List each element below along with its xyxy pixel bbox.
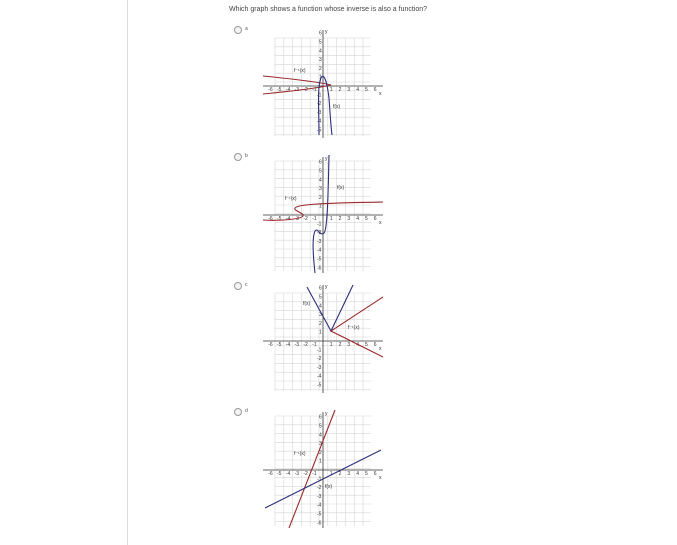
graph-c-y-tick-label: 3: [319, 312, 322, 319]
graph-b-x-tick-label: -1: [312, 216, 317, 222]
graph-c-y-tick-label: -4: [317, 373, 322, 380]
graph-d-x-tick-label: -5: [277, 471, 282, 477]
graph-a-x-tick-label: 4: [356, 87, 359, 93]
graph-a-y-tick-label: -1: [317, 92, 322, 99]
graph-b-y-tick-label: -3: [317, 238, 322, 245]
graph-b-x-tick-label: -5: [277, 216, 282, 222]
radio-d[interactable]: [234, 408, 242, 416]
graph-b-y-tick-label: 4: [319, 177, 322, 184]
graph-d-x-tick-label: -2: [303, 471, 308, 477]
graph-d-y-tick-label: -1: [317, 476, 322, 483]
graph-b-x-tick-label: 6: [373, 216, 377, 222]
graph-c-y-tick-label: -1: [317, 347, 322, 354]
graph-b-x-tick-label: -2: [303, 216, 308, 222]
graph-a-x-tick-label: 3: [347, 87, 351, 93]
graph-b-axes: [263, 157, 383, 273]
question-text: Which graph shows a function whose inverse is also a function?: [229, 6, 428, 13]
option-c-label: c: [245, 282, 248, 288]
graph-a-y-tick-label: 3: [319, 57, 322, 64]
graph-b-y-tick-label: -5: [317, 256, 322, 263]
graph-a-y-tick-label: 6: [319, 30, 322, 37]
graph-b-x-tick-label: 5: [365, 216, 368, 222]
graph-a-y-axis-label: y: [325, 29, 328, 35]
graph-a-x-tick-label: -4: [285, 87, 291, 93]
graph-b-x-tick-label: -4: [285, 216, 291, 222]
graph-c-y-tick-label: -3: [317, 364, 322, 371]
graph-a-f-label: f(x): [333, 104, 341, 110]
graph-a-x-tick-label: 5: [365, 87, 368, 93]
graph-a-finv-label: f⁻¹(x): [294, 68, 306, 74]
graph-b-y-tick-label: -4: [317, 247, 322, 254]
graph-c-x-tick-label: 5: [365, 342, 368, 348]
graph-d-x-tick-label: -3: [294, 471, 300, 477]
radio-b[interactable]: [234, 153, 242, 161]
graph-d-y-tick-label: -6: [317, 520, 322, 527]
graph-c-y-tick-label: 4: [319, 303, 322, 310]
graph-c-x-tick-label: -2: [303, 342, 308, 348]
graph-c-y-axis-label: y: [325, 284, 328, 290]
graph-d-y-axis-label: y: [325, 411, 328, 417]
graph-c-x-tick-label: 4: [356, 342, 359, 348]
option-b-label: b: [245, 153, 248, 159]
graph-a-y-tick-label: -5: [317, 127, 322, 134]
graph-d-x-tick-label: 4: [356, 471, 359, 477]
graph-a-y-tick-label: -2: [317, 101, 322, 108]
graph-b-finv-label: f⁻¹(x): [285, 196, 297, 202]
graph-b-x-tick-label: 4: [356, 216, 359, 222]
graph-b-y-tick-label: 5: [319, 168, 322, 175]
graph-b: [263, 155, 383, 273]
graph-b-y-tick-label: 2: [319, 194, 322, 201]
graph-a-x-tick-label: -6: [268, 87, 273, 93]
graph-d-f-label: f(x): [325, 484, 333, 490]
option-a-label: a: [245, 26, 248, 32]
option-d-label: d: [245, 408, 248, 414]
graph-a-x-tick-label: -5: [277, 87, 282, 93]
graph-b-x-tick-label: -6: [268, 216, 273, 222]
graph-d-x-tick-label: 1: [329, 471, 333, 477]
left-panel: [0, 0, 128, 545]
graph-a-x-axis-label: x: [379, 91, 382, 97]
graph-c-x-tick-label: 2: [338, 342, 342, 348]
graph-c-x-tick-label: -1: [312, 342, 317, 348]
graph-b-f-label: f(x): [337, 185, 345, 191]
graph-d-finv-label: f⁻¹(x): [294, 451, 306, 457]
graph-a-x-tick-label: 2: [338, 87, 342, 93]
graph-c-x-tick-label: -4: [285, 342, 291, 348]
graph-b-y-tick-label: -2: [317, 230, 322, 237]
radio-a[interactable]: [234, 26, 242, 34]
graph-a-y-tick-label: 4: [319, 48, 322, 55]
graph-c: [263, 283, 383, 393]
graph-b-x-tick-label: 1: [329, 216, 333, 222]
graph-d-y-tick-label: 5: [319, 423, 322, 430]
graph-b-y-axis-label: y: [325, 156, 328, 162]
graph-d-x-tick-label: -1: [312, 471, 317, 477]
graph-c-axes: [263, 285, 383, 393]
graph-c-y-tick-label: 1: [319, 329, 322, 336]
graph-a-y-tick-label: 5: [319, 39, 322, 46]
graph-d-x-tick-label: -4: [285, 471, 291, 477]
graph-d-x-tick-label: 6: [373, 471, 377, 477]
graph-a-x-tick-label: -3: [294, 87, 300, 93]
graph-c-y-tick-label: 2: [319, 320, 322, 327]
graph-d-y-tick-label: 3: [319, 441, 322, 448]
graph-d-y-tick-label: -5: [317, 511, 322, 518]
graph-b-y-tick-label: 1: [319, 203, 322, 210]
graph-d-axes: [263, 412, 383, 528]
graph-a-y-tick-label: 2: [319, 65, 322, 72]
graph-c-x-tick-label: 3: [347, 342, 351, 348]
graph-c-x-tick-label: -5: [277, 342, 282, 348]
graph-b-x-tick-label: 2: [338, 216, 342, 222]
graph-d-y-tick-label: -2: [317, 485, 322, 492]
graph-d-x-tick-label: -6: [268, 471, 273, 477]
graph-d-y-tick-label: -4: [317, 502, 322, 509]
graph-b-y-tick-label: 3: [319, 186, 322, 193]
graph-d-x-axis-label: x: [379, 475, 382, 481]
graph-c-x-tick-label: 1: [329, 342, 333, 348]
graph-a-x-tick-label: 6: [373, 87, 377, 93]
graph-a-y-tick-label: -3: [317, 109, 322, 116]
graph-c-y-tick-label: 5: [319, 294, 322, 301]
graph-d-x-tick-label: 2: [338, 471, 342, 477]
graph-d-x-tick-label: 3: [347, 471, 351, 477]
graph-b-y-tick-label: -1: [317, 221, 322, 228]
graph-a: [263, 28, 383, 138]
graph-c-y-tick-label: -2: [317, 356, 322, 363]
graph-c-f-curve: [307, 285, 353, 331]
graph-d-y-tick-label: 2: [319, 449, 322, 456]
graph-a-y-tick-label: 1: [319, 74, 322, 81]
graph-b-x-axis-label: x: [379, 220, 382, 226]
graph-a-x-tick-label: -2: [303, 87, 308, 93]
graph-c-x-tick-label: -3: [294, 342, 300, 348]
graph-a-x-tick-label: -1: [312, 87, 317, 93]
graph-d-y-tick-label: -3: [317, 493, 322, 500]
graph-b-x-tick-label: -3: [294, 216, 300, 222]
graph-c-x-tick-label: -6: [268, 342, 273, 348]
graph-c-f-label: f(x): [303, 301, 311, 307]
radio-c[interactable]: [234, 282, 242, 290]
graph-a-axes: [263, 30, 383, 138]
graph-b-y-tick-label: 6: [319, 159, 322, 166]
graph-c-x-axis-label: x: [379, 346, 382, 352]
graph-b-x-tick-label: 3: [347, 216, 351, 222]
graph-c-x-tick-label: 6: [373, 342, 377, 348]
graph-d-y-tick-label: 6: [319, 414, 322, 421]
graph-d-y-tick-label: 1: [319, 458, 322, 465]
graph-c-y-tick-label: 6: [319, 285, 322, 292]
graph-b-y-tick-label: -6: [317, 265, 322, 272]
graph-a-y-tick-label: -4: [317, 118, 322, 125]
graph-d-x-tick-label: 5: [365, 471, 368, 477]
graph-d-y-tick-label: 4: [319, 432, 322, 439]
graph-c-y-tick-label: -5: [317, 382, 322, 389]
graph-c-finv-label: f⁻¹(x): [348, 325, 360, 331]
graph-d: [263, 410, 383, 528]
graph-a-x-tick-label: 1: [329, 87, 333, 93]
